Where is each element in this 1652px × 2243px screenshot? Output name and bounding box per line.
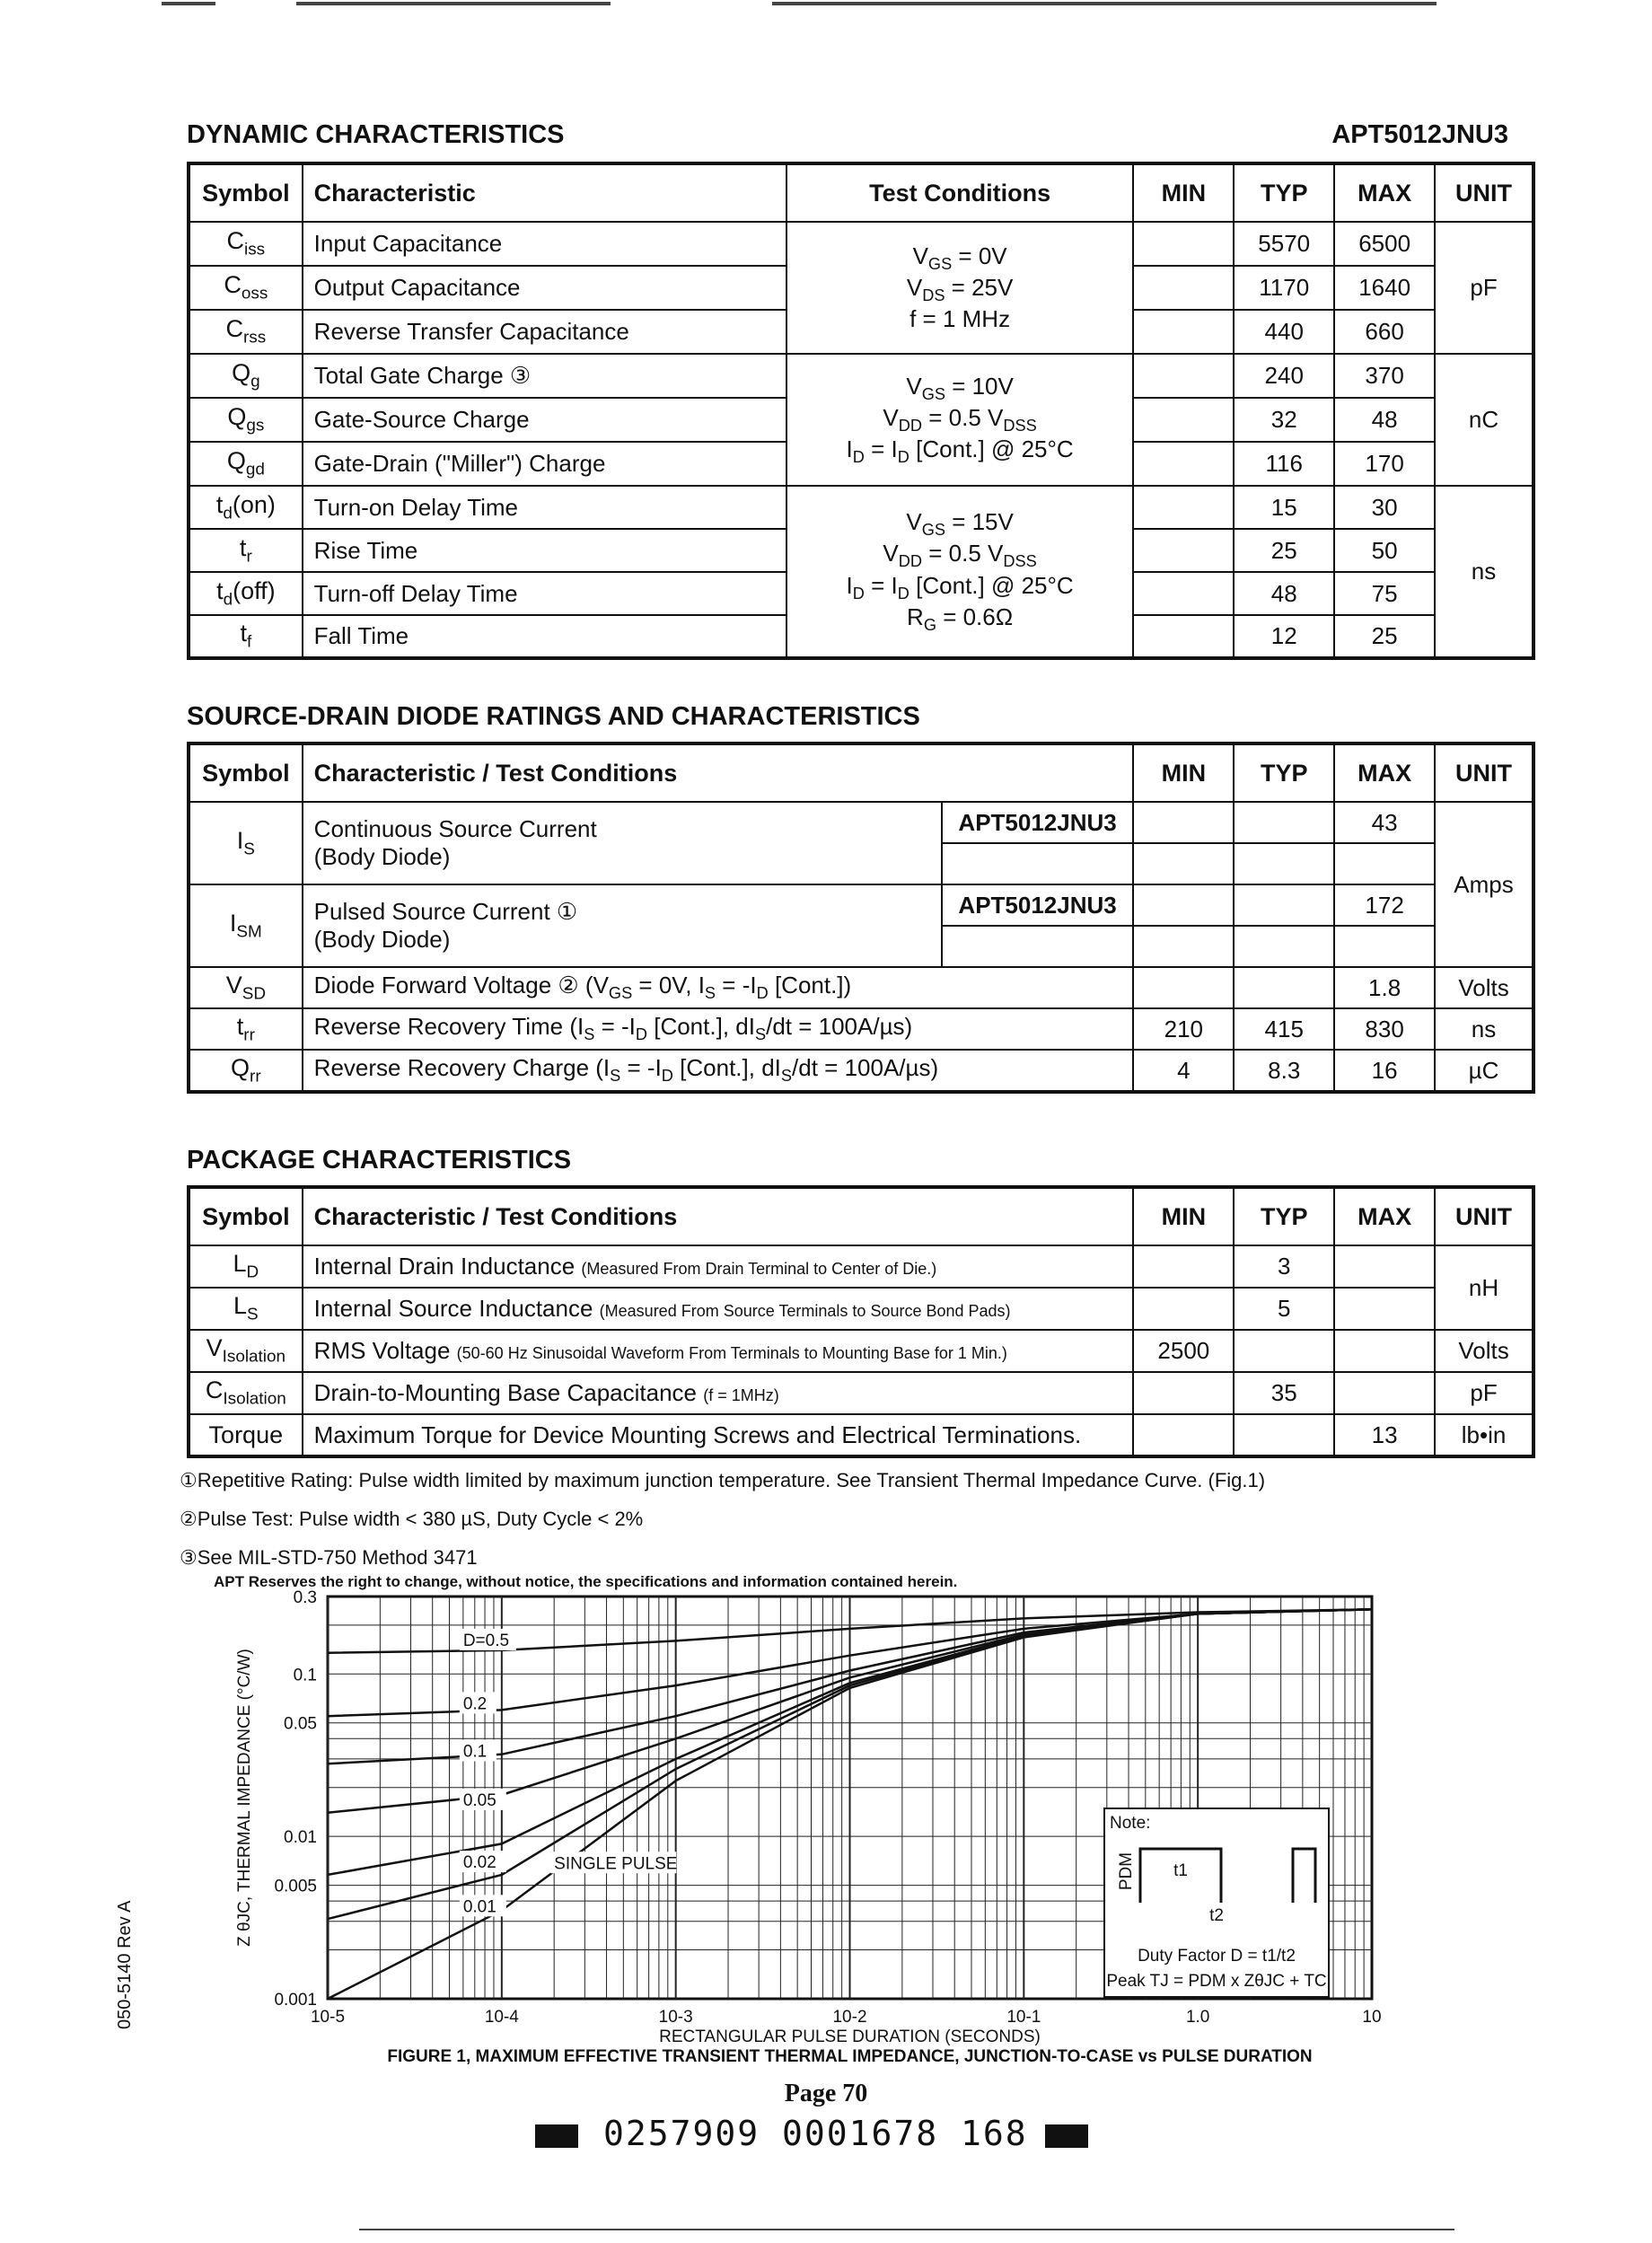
min-cell [1133,1288,1234,1330]
col-characteristic: Characteristic / Test Conditions [303,1187,1134,1245]
y-axis-title: Z θJC, THERMAL IMPEDANCE (°C/W) [235,1649,254,1947]
characteristic-cell: Output Capacitance [303,266,786,310]
max-cell: 25 [1334,615,1435,658]
typ-cell: 8.3 [1234,1050,1334,1092]
col-typ: TYP [1234,743,1334,802]
y-tick-label: 0.3 [293,1589,317,1607]
barcode-block-right [1045,2124,1088,2148]
symbol-cell: $L_D$ [189,1245,303,1288]
min-cell [1133,1414,1234,1456]
characteristic-cell: Reverse Transfer Capacitance [303,310,786,354]
characteristic-cell: Turn-on Delay Time [303,486,786,529]
col-symbol: Symbol [189,1187,303,1245]
max-cell: 13 [1334,1414,1435,1456]
characteristic-cell: Diode Forward Voltage ② ($V_{GS} = 0V$, $I_S = -I_D$ [Cont.]) [303,967,1134,1008]
part-cell: APT5012JNU3 [942,802,1134,843]
max-cell [1334,1330,1435,1372]
table-row [189,1414,1533,1456]
col-typ: TYP [1234,1187,1334,1245]
test-conditions-cell: $V_{GS} = 0V$ $V_{DS} = 25V$ f = 1 MHz [786,222,1134,354]
side-revision: 050-5140 Rev A [115,1900,135,2029]
barcode-text: 0257909 0001678 168 [603,2114,1028,2153]
characteristic-cell: Reverse Recovery Time ($I_S = -I_D$ [Cont.], $dI_S/dt = 100A/\mu s$) [303,1008,1134,1050]
symbol-cell: $Q_{rr}$ [189,1050,303,1092]
typ-cell: 440 [1234,310,1334,354]
barcode-block-left [535,2124,578,2148]
col-test-conditions: Test Conditions [786,163,1134,222]
col-characteristic: Characteristic [303,163,786,222]
min-cell [1133,572,1234,615]
table-row [189,884,1533,926]
max-cell: 170 [1334,442,1435,486]
part-number: APT5012JNU3 [1331,120,1508,149]
note-t1: t1 [1173,1861,1188,1880]
typ-cell: 32 [1234,398,1334,442]
characteristic-cell: Turn-off Delay Time [303,572,786,615]
typ-cell: 5570 [1234,222,1334,266]
characteristic-cell: Input Capacitance [303,222,786,266]
max-cell: 660 [1334,310,1435,354]
symbol-cell: $Q_{gd}$ [189,442,303,486]
min-cell [1133,442,1234,486]
note-t2: t2 [1209,1906,1224,1925]
chart-title: FIGURE 1, MAXIMUM EFFECTIVE TRANSIENT THERMAL IMPEDANCE, JUNCTION-TO-CASE vs PULSE DURATION [387,2047,1313,2066]
symbol-cell: $V_{Isolation}$ [189,1330,303,1372]
max-cell [1334,1288,1435,1330]
scan-mark [296,2,611,5]
symbol-cell: $C_{Isolation}$ [189,1372,303,1414]
table-header-row [189,1187,1533,1245]
table-row [189,354,1533,398]
max-cell: 370 [1334,354,1435,398]
thermal-impedance-chart [0,1589,1652,2092]
note-title: Note: [1110,1814,1151,1833]
symbol-cell: $L_S$ [189,1288,303,1330]
max-cell [1334,1372,1435,1414]
min-cell [1133,398,1234,442]
unit-cell: Volts [1435,967,1533,1008]
symbol-cell: $t_f$ [189,615,303,658]
x-axis-title: RECTANGULAR PULSE DURATION (SECONDS) [659,2027,1041,2046]
table-row [189,222,1533,266]
y-tick-label: 0.005 [274,1877,317,1896]
table-row [189,1245,1533,1288]
typ-cell: 3 [1234,1245,1334,1288]
symbol-cell: $I_S$ [189,802,303,884]
scan-mark [162,2,215,5]
scan-mark [359,2229,1454,2230]
symbol-cell: $t_d(off)$ [189,572,303,615]
test-conditions-cell: $V_{GS} = 15V$ $V_{DD} = 0.5$ $V_{DSS}$ $I_D = I_D$ [Cont.] @ 25°C $R_G = 0.6\Omega$ [786,486,1134,658]
max-cell [1334,843,1435,884]
typ-cell [1234,802,1334,843]
unit-cell: nC [1435,354,1533,486]
part-cell [942,843,1134,884]
unit-cell: nH [1435,1245,1533,1330]
y-tick-label: 0.001 [274,1991,317,2010]
typ-cell [1234,926,1334,967]
min-cell: 210 [1133,1008,1234,1050]
characteristic-cell: Gate-Drain ("Miller") Charge [303,442,786,486]
max-cell: 1640 [1334,266,1435,310]
y-tick-label: 0.01 [284,1828,317,1848]
unit-cell: Amps [1435,802,1533,967]
table-row [189,967,1533,1008]
apt-disclaimer: APT Reserves the right to change, without notice, the specifications and information contained herein. [214,1573,958,1590]
min-cell: 4 [1133,1050,1234,1092]
min-cell: 2500 [1133,1330,1234,1372]
min-cell [1133,222,1234,266]
col-unit: UNIT [1435,1187,1533,1245]
symbol-cell: $t_d(on)$ [189,486,303,529]
max-cell: 50 [1334,529,1435,572]
series-label: D=0.5 [462,1631,510,1650]
footnote-2: ②Pulse Test: Pulse width < 380 µS, Duty Cycle < 2% [180,1508,644,1530]
min-cell [1133,529,1234,572]
typ-cell: 5 [1234,1288,1334,1330]
min-cell [1133,967,1234,1008]
unit-cell: pF [1435,1372,1533,1414]
table-header-row [189,743,1533,802]
table-header-row [189,163,1533,222]
table-row [189,1372,1533,1414]
symbol-cell: $Q_g$ [189,354,303,398]
max-cell: 16 [1334,1050,1435,1092]
typ-cell [1234,1330,1334,1372]
series-label: 0.05 [462,1790,496,1810]
x-tick-label: 10-2 [832,2008,867,2027]
min-cell [1133,884,1234,926]
typ-cell [1234,967,1334,1008]
symbol-cell: $C_{rss}$ [189,310,303,354]
max-cell: 43 [1334,802,1435,843]
col-max: MAX [1334,1187,1435,1245]
unit-cell: ns [1435,486,1533,658]
max-cell: 75 [1334,572,1435,615]
min-cell [1133,802,1234,843]
symbol-cell: $C_{iss}$ [189,222,303,266]
y-tick-label: 0.1 [293,1666,317,1685]
unit-cell: µC [1435,1050,1533,1092]
typ-cell: 240 [1234,354,1334,398]
diode-table [187,742,1535,1094]
unit-cell: lb•in [1435,1414,1533,1456]
symbol-cell: Torque [189,1414,303,1456]
max-cell [1334,1245,1435,1288]
x-tick-label: 1.0 [1185,2008,1210,2027]
unit-cell: Volts [1435,1330,1533,1372]
col-min: MIN [1133,743,1234,802]
part-cell [942,926,1134,967]
min-cell [1133,843,1234,884]
min-cell [1133,486,1234,529]
y-tick-label: 0.05 [284,1714,317,1734]
table-row [189,1330,1533,1372]
unit-cell: ns [1435,1008,1533,1050]
table-row [189,802,1533,843]
characteristic-cell: Gate-Source Charge [303,398,786,442]
typ-cell: 25 [1234,529,1334,572]
symbol-cell: $C_{oss}$ [189,266,303,310]
characteristic-cell: Internal Drain Inductance (Measured From Drain Terminal to Center of Die.) [303,1245,1134,1288]
col-min: MIN [1133,1187,1234,1245]
section-title-dynamic: DYNAMIC CHARACTERISTICS [187,120,565,149]
characteristic-cell: Drain-to-Mounting Base Capacitance (f = 1MHz) [303,1372,1134,1414]
col-symbol: Symbol [189,743,303,802]
section-title-package: PACKAGE CHARACTERISTICS [187,1146,572,1174]
max-cell: 172 [1334,884,1435,926]
typ-cell: 1170 [1234,266,1334,310]
series-label: 0.02 [462,1853,496,1873]
max-cell: 6500 [1334,222,1435,266]
typ-cell [1234,1414,1334,1456]
typ-cell: 35 [1234,1372,1334,1414]
symbol-cell: $t_r$ [189,529,303,572]
min-cell [1133,926,1234,967]
symbol-cell: $t_{rr}$ [189,1008,303,1050]
typ-cell: 12 [1234,615,1334,658]
x-tick-label: 10 [1362,2008,1382,2027]
characteristic-cell: Internal Source Inductance (Measured From Source Terminals to Source Bond Pads) [303,1288,1134,1330]
characteristic-cell: Fall Time [303,615,786,658]
test-conditions-cell: $V_{GS} = 10V$ $V_{DD} = 0.5$ $V_{DSS}$ $I_D = I_D$ [Cont.] @ 25°C [786,354,1134,486]
footnote-3: ③See MIL-STD-750 Method 3471 [180,1546,478,1569]
characteristic-cell: Total Gate Charge ③ [303,354,786,398]
note-pdm: PDM [1117,1852,1136,1891]
typ-cell [1234,884,1334,926]
note-peak: Peak TJ = PDM x ZθJC + TC [1106,1972,1327,1991]
col-unit: UNIT [1435,163,1533,222]
series-label: 0.01 [462,1897,496,1917]
col-typ: TYP [1234,163,1334,222]
max-cell [1334,926,1435,967]
max-cell: 830 [1334,1008,1435,1050]
col-max: MAX [1334,163,1435,222]
symbol-cell: $I_{SM}$ [189,884,303,967]
min-cell [1133,310,1234,354]
table-row [189,1288,1533,1330]
scan-mark [772,2,1437,5]
max-cell: 1.8 [1334,967,1435,1008]
page-number: Page 70 [784,2080,868,2107]
typ-cell: 48 [1234,572,1334,615]
series-label: 0.1 [462,1742,488,1762]
min-cell [1133,266,1234,310]
col-characteristic: Characteristic / Test Conditions [303,743,1134,802]
symbol-cell: $V_{SD}$ [189,967,303,1008]
x-tick-label: 10-5 [310,2008,346,2027]
unit-cell: pF [1435,222,1533,354]
note-box [1104,1808,1329,1997]
x-tick-label: 10-4 [484,2008,519,2027]
col-unit: UNIT [1435,743,1533,802]
min-cell [1133,615,1234,658]
part-cell: APT5012JNU3 [942,884,1134,926]
symbol-cell: $Q_{gs}$ [189,398,303,442]
characteristic-cell: Pulsed Source Current ① (Body Diode) [303,884,942,967]
dynamic-table [187,162,1535,660]
col-min: MIN [1133,163,1234,222]
chart-labels [235,1589,1382,2066]
x-tick-label: 10-1 [1006,2008,1041,2027]
footnote-1: ①Repetitive Rating: Pulse width limited by maximum junction temperature. See Transient Thermal Impedance Curve. (Fig.1) [180,1469,1266,1491]
max-cell: 30 [1334,486,1435,529]
characteristic-cell: Continuous Source Current (Body Diode) [303,802,942,884]
characteristic-cell: Reverse Recovery Charge ($I_S = -I_D$ [Cont.], $dI_S/dt = 100A/\mu s$) [303,1050,1134,1092]
min-cell [1133,1372,1234,1414]
note-duty: Duty Factor D = t1/t2 [1138,1947,1296,1966]
x-tick-label: 10-3 [658,2008,693,2027]
characteristic-cell: Maximum Torque for Device Mounting Screws and Electrical Terminations. [303,1414,1134,1456]
typ-cell: 15 [1234,486,1334,529]
min-cell [1133,354,1234,398]
min-cell [1133,1245,1234,1288]
max-cell: 48 [1334,398,1435,442]
table-row [189,1008,1533,1050]
typ-cell [1234,843,1334,884]
series-label: SINGLE PULSE [554,1854,678,1874]
col-max: MAX [1334,743,1435,802]
typ-cell: 415 [1234,1008,1334,1050]
package-table [187,1185,1535,1458]
characteristic-cell: Rise Time [303,529,786,572]
section-title-diode: SOURCE-DRAIN DIODE RATINGS AND CHARACTERISTICS [187,702,920,731]
table-row [189,486,1533,529]
col-symbol: Symbol [189,163,303,222]
typ-cell: 116 [1234,442,1334,486]
table-row [189,1050,1533,1092]
characteristic-cell: RMS Voltage (50-60 Hz Sinusoidal Waveform From Terminals to Mounting Base for 1 Min.) [303,1330,1134,1372]
series-label: 0.2 [462,1694,488,1714]
